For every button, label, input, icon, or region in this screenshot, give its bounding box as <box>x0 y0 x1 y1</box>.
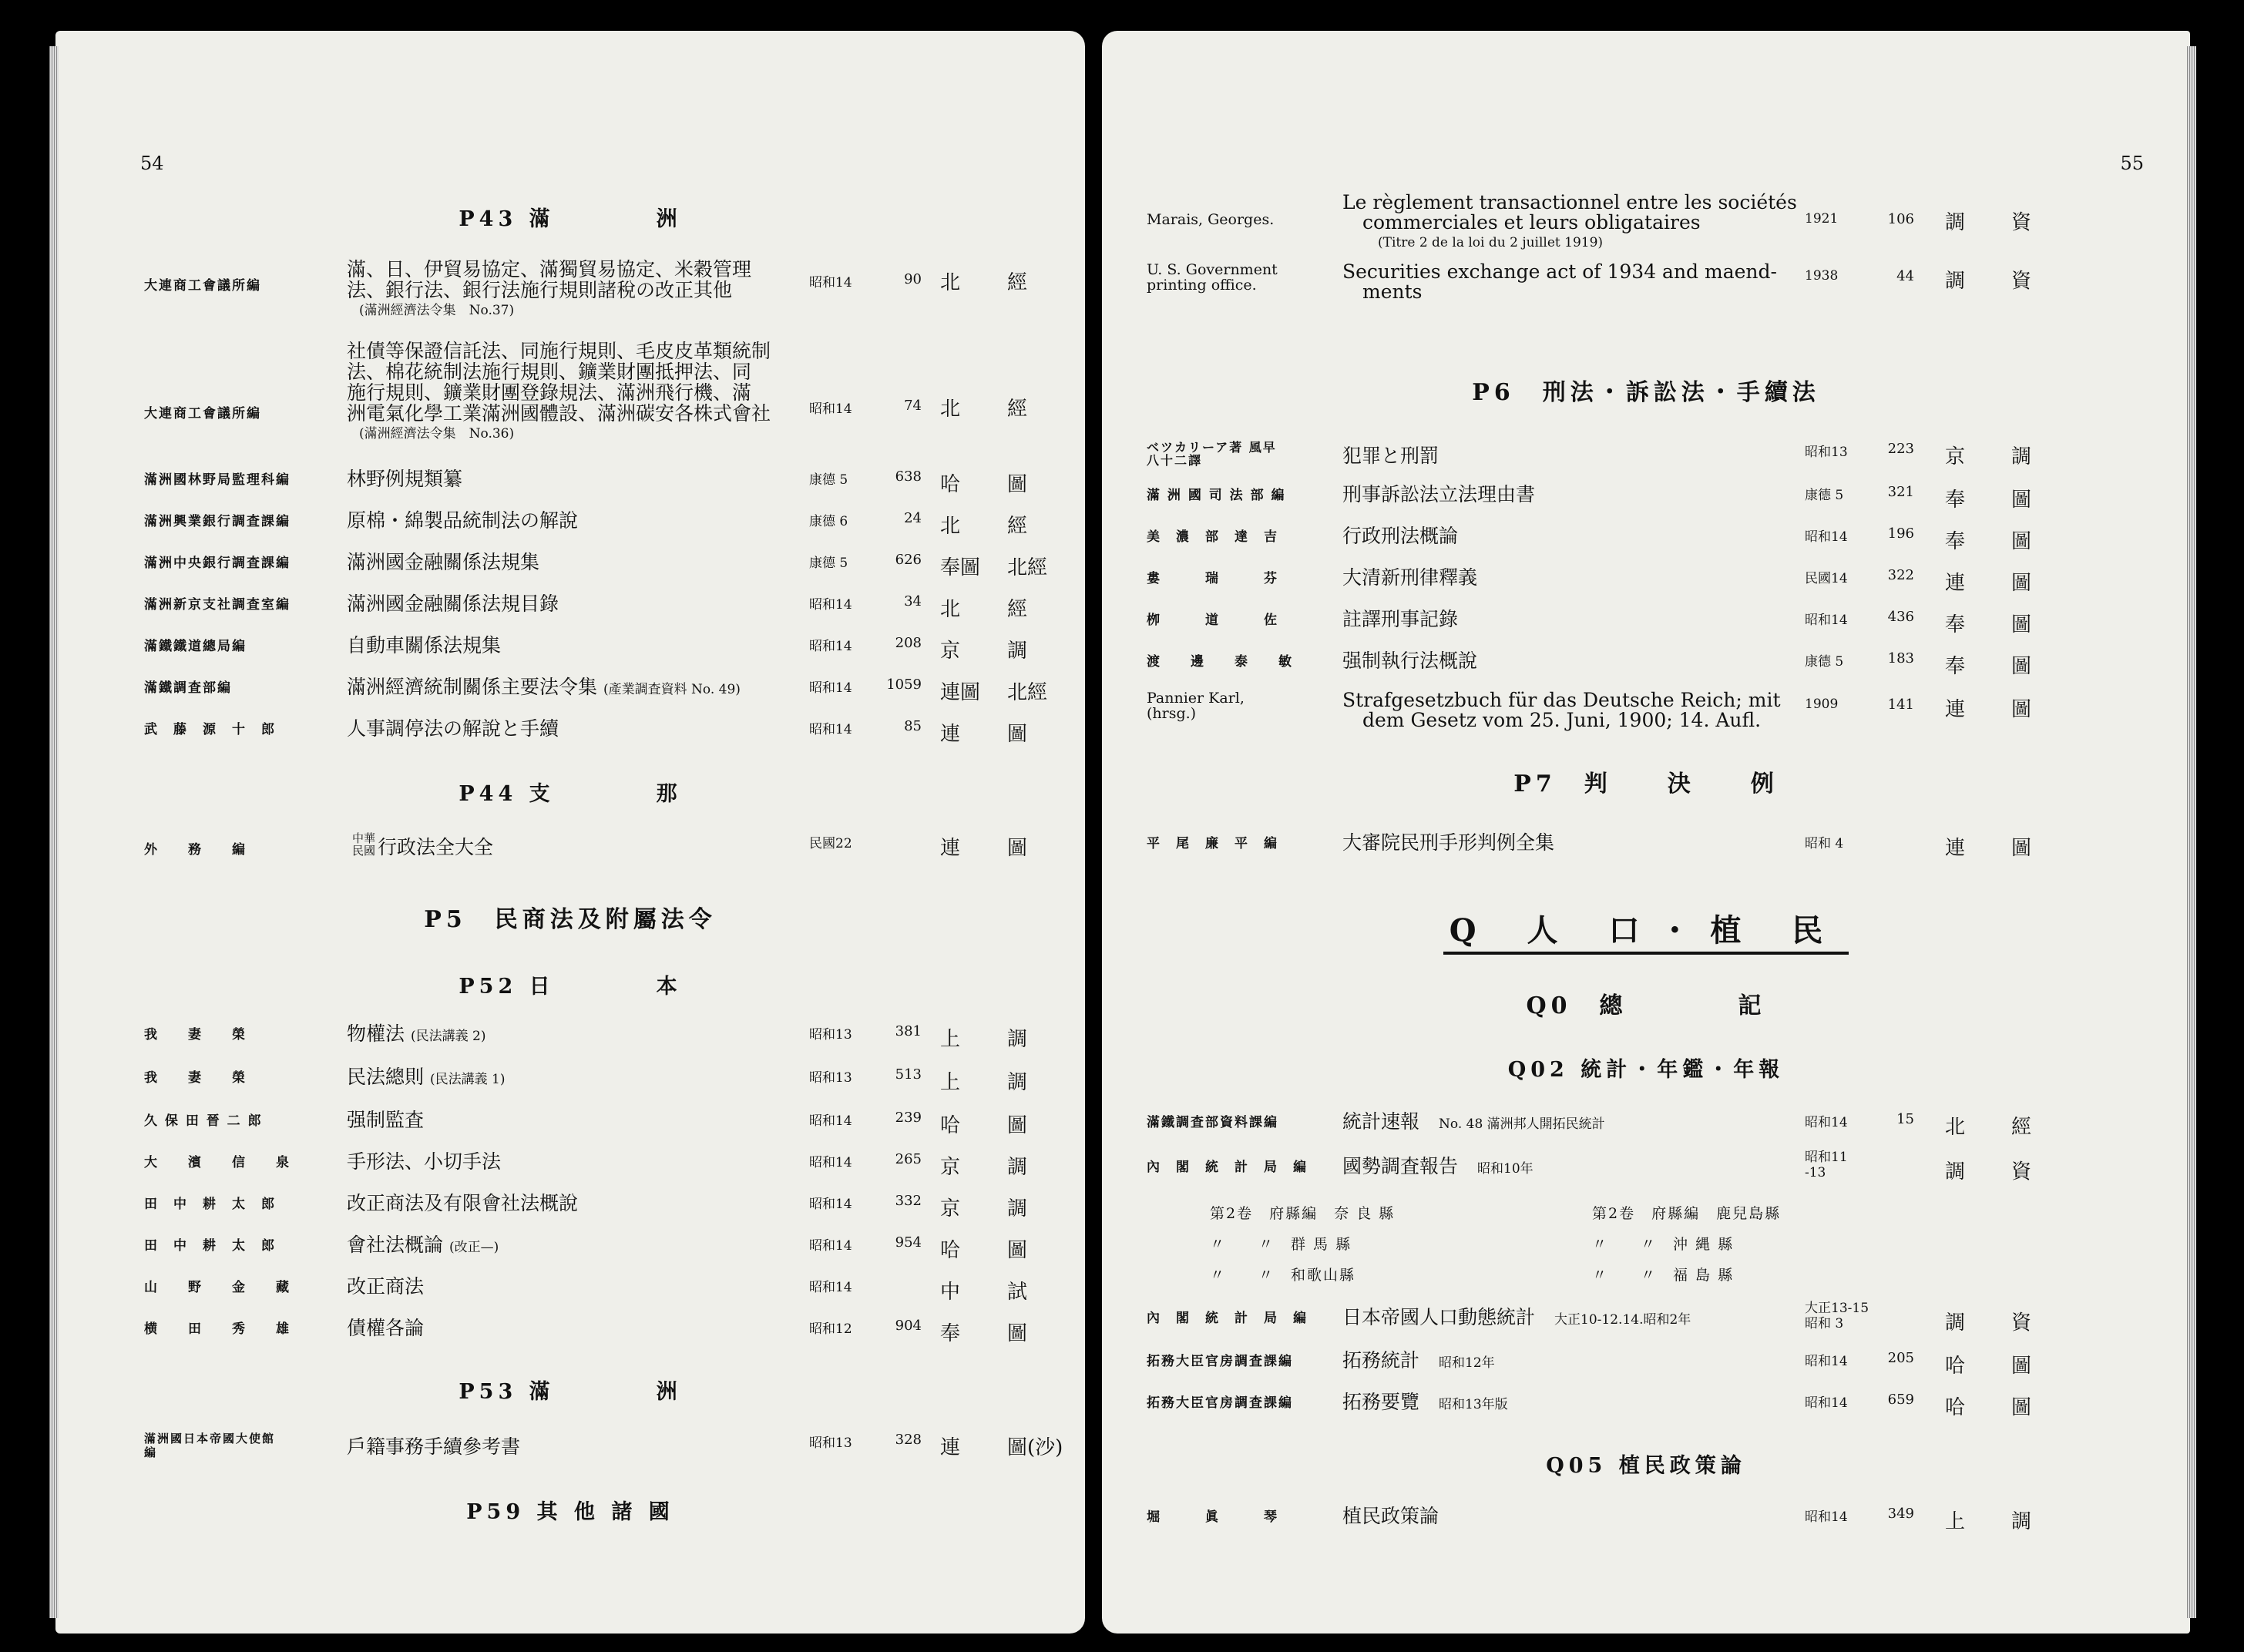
entry-row: 武 藤 源 十 郎 人事調停法の解說と手續 昭和14 85 連 圖 <box>144 717 1028 746</box>
entry-row: 內 閣 統 計 局 編 日本帝國人口動態統計 大正10-12.14.昭和2年 大正13-15 昭和 3 調 資 <box>1147 1301 2032 1335</box>
census-subentry: 〃 〃 群 馬 縣 <box>1210 1236 1352 1253</box>
entry-row: 滿鐵鐵道總局編 自動車關係法規集 昭和14 208 京 調 <box>144 634 1028 663</box>
section-heading-p43: P43 滿 洲 <box>459 207 682 231</box>
entry-row: Pannier Karl, (hrsg.) Strafgesetzbuch für das Deutsche Reich; mit dem Gesetz vom 25. Juni, 1900; 14. Aufl. 1909 141 連 圖 <box>1147 689 2032 731</box>
entry-row: 滿鐵調査部編 滿洲經濟統制關係主要法令集 (產業調査資料 No. 49) 昭和14 1059 連圖 北經 <box>144 676 1048 704</box>
entry-row: 栁 道 佐 註譯刑事記錄 昭和14 436 奉 圖 <box>1147 608 2032 636</box>
section-heading-p6: P6 刑法・訴訟法・手續法 <box>1472 379 1820 406</box>
left-page <box>55 31 1085 1634</box>
entry-row: 横 田 秀 雄 債權各論 昭和12 904 奉 圖 <box>144 1317 1028 1345</box>
entry-row: 田 中 耕 太 郎 會社法概論 (改正—) 昭和14 954 哈 圖 <box>144 1234 1028 1262</box>
section-heading-p59: P59 其 他 諸 國 <box>466 1500 674 1524</box>
page-number: 55 <box>2120 153 2144 174</box>
entry-row: 我 妻 榮 民法總則 (民法講義 1) 昭和13 513 上 調 <box>144 1066 1028 1094</box>
section-heading-p44: P44 支 那 <box>459 782 682 806</box>
census-subentry: 第2卷 府縣編 奈 良 縣 <box>1210 1205 1396 1222</box>
census-subentry: 〃 〃 福 島 縣 <box>1592 1267 1735 1284</box>
section-heading-q0: Q0 總 記 <box>1526 992 1766 1019</box>
entry-row: 滿洲新京支社調査室編 滿洲國金融關係法規目錄 昭和14 34 北 經 <box>144 593 1028 621</box>
entry-row: 內 閣 統 計 局 編 國勢調査報告 昭和10年 昭和11 -13 調 資 <box>1147 1150 2032 1184</box>
census-subentry: 〃 〃 沖 縄 縣 <box>1592 1236 1735 1253</box>
entry-row: 滿洲中央銀行調査課編 滿洲國金融關係法規集 康德 5 626 奉圖 北經 <box>144 551 1048 579</box>
entry-row: 滿洲興業銀行調査課編 原棉・綿製品統制法の解說 康德 6 24 北 經 <box>144 509 1028 538</box>
entry-row: 滿洲國林野局監理科編 林野例規類纂 康德 5 638 哈 圖 <box>144 468 1028 496</box>
entry-row: 堀 眞 琴 植民政策論 昭和14 349 上 調 <box>1147 1505 2032 1533</box>
entry-row: 山 野 金 藏 改正商法 昭和14 中 試 <box>144 1275 1028 1304</box>
entry-row: 我 妻 榮 物權法 (民法講義 2) 昭和13 381 上 調 <box>144 1022 1028 1051</box>
entry-row: 拓務大臣官房調査課編 拓務統計 昭和12年 昭和14 205 哈 圖 <box>1147 1349 2032 1378</box>
entry-row: 拓務大臣官房調査課編 拓務要覽 昭和13年版 昭和14 659 哈 圖 <box>1147 1391 2032 1419</box>
entry-row: U. S. Government printing office. Securities exchange act of 1934 and maend- ments 1938 44 調 資 <box>1147 260 2032 303</box>
entry-row: Marais, Georges. Le règlement transactionnel entre les sociétés commerciales et leurs obligataires (Titre 2 de la loi du 2 juillet 1919) 1921 106 調 資 <box>1147 191 2032 250</box>
entry-title: 滿、日、伊貿易協定、滿獨貿易協定、米穀管理 法、銀行法、銀行法施行規則諸稅の改正其他 (滿洲經濟法令集 No.37) <box>347 258 752 318</box>
entry-row: 田 中 耕 太 郎 改正商法及有限會社法概說 昭和14 332 京 調 <box>144 1192 1028 1221</box>
entry-row: 外 務 編 中華 民國 行政法全大全 民國22 連 圖 <box>144 831 1028 860</box>
entry-row: 滿鐵調査部資料課編 統計速報 No. 48 滿洲邦人開拓民統計 昭和14 15 北 經 <box>1147 1110 2032 1139</box>
entry-row: 渡 邊 泰 敏 强制執行法概說 康德 5 183 奉 圖 <box>1147 650 2032 678</box>
section-heading-p52: P52 日 本 <box>459 975 682 999</box>
entry-row: 大 濱 信 泉 手形法、小切手法 昭和14 265 京 調 <box>144 1150 1028 1179</box>
entry-row: ベツカリーア著 風早 八十二譯 犯罪と刑罰 昭和13 223 京 調 <box>1147 440 2032 468</box>
census-subentry: 第2卷 府縣編 鹿兒島縣 <box>1592 1205 1782 1222</box>
chapter-heading-q: Q 人 口・植 民 <box>1102 906 2190 950</box>
entry-title: 社債等保證信託法、同施行規則、毛皮皮革類統制 法、棉花統制法施行規則、鑛業財團抵押法、同 施行規則、鑛業財團登錄規法、滿洲飛行機、滿 洲電氣化學工業滿洲國體設、滿洲碳安各株式會社 (滿洲經濟法令集 No.36) <box>347 340 771 442</box>
entry-row: 平 尾 廉 平 編 大審院民刑手形判例全集 昭和 4 連 圖 <box>1147 831 2032 860</box>
entry-row: 久 保 田 晉 二 郎 强制監査 昭和14 239 哈 圖 <box>144 1109 1028 1137</box>
section-heading-q05: Q05 植民政策論 <box>1546 1454 1746 1478</box>
right-page <box>1102 31 2190 1634</box>
entry-row: 大連商工會議所編 滿、日、伊貿易協定、滿獨貿易協定、米穀管理 法、銀行法、銀行法施行規則諸稅の改正其他 (滿洲經濟法令集 No.37) 昭和14 90 北 經 <box>55 259 1085 288</box>
entry-row: 大連商工會議所編 社債等保證信託法、同施行規則、毛皮皮革類統制 法、棉花統制法施行規則、鑛業財團抵押法、同 施行規則、鑛業財團登錄規法、滿洲飛行機、滿 洲電氣化學工業滿洲國體設、滿洲碳安各株式會社 (滿洲經濟法令集 No.36) 昭和14 74 北 經 <box>55 341 1085 370</box>
section-heading-p7: P7 判 決 例 <box>1513 771 1779 797</box>
entry-row: 滿洲國日本帝國大使館 編 戶籍事務手續參考書 昭和13 328 連 圖(沙) <box>144 1432 1063 1459</box>
entry-row: 婁 瑞 芬 大清新刑律釋義 民國14 322 連 圖 <box>1147 566 2032 595</box>
entry-row: 滿 洲 國 司 法 部 編 刑事訴訟法立法理由書 康德 5 321 奉 圖 <box>1147 483 2032 512</box>
entry-row: 美 濃 部 達 吉 行政刑法概論 昭和14 196 奉 圖 <box>1147 525 2032 553</box>
section-heading-p5: P5 民商法及附屬法令 <box>424 906 717 933</box>
section-heading-p53: P53 滿 洲 <box>459 1380 682 1404</box>
section-heading-q02: Q02 統計・年鑑・年報 <box>1507 1058 1785 1082</box>
census-subentry: 〃 〃 和歌山縣 <box>1210 1267 1356 1284</box>
page-number: 54 <box>140 153 164 174</box>
